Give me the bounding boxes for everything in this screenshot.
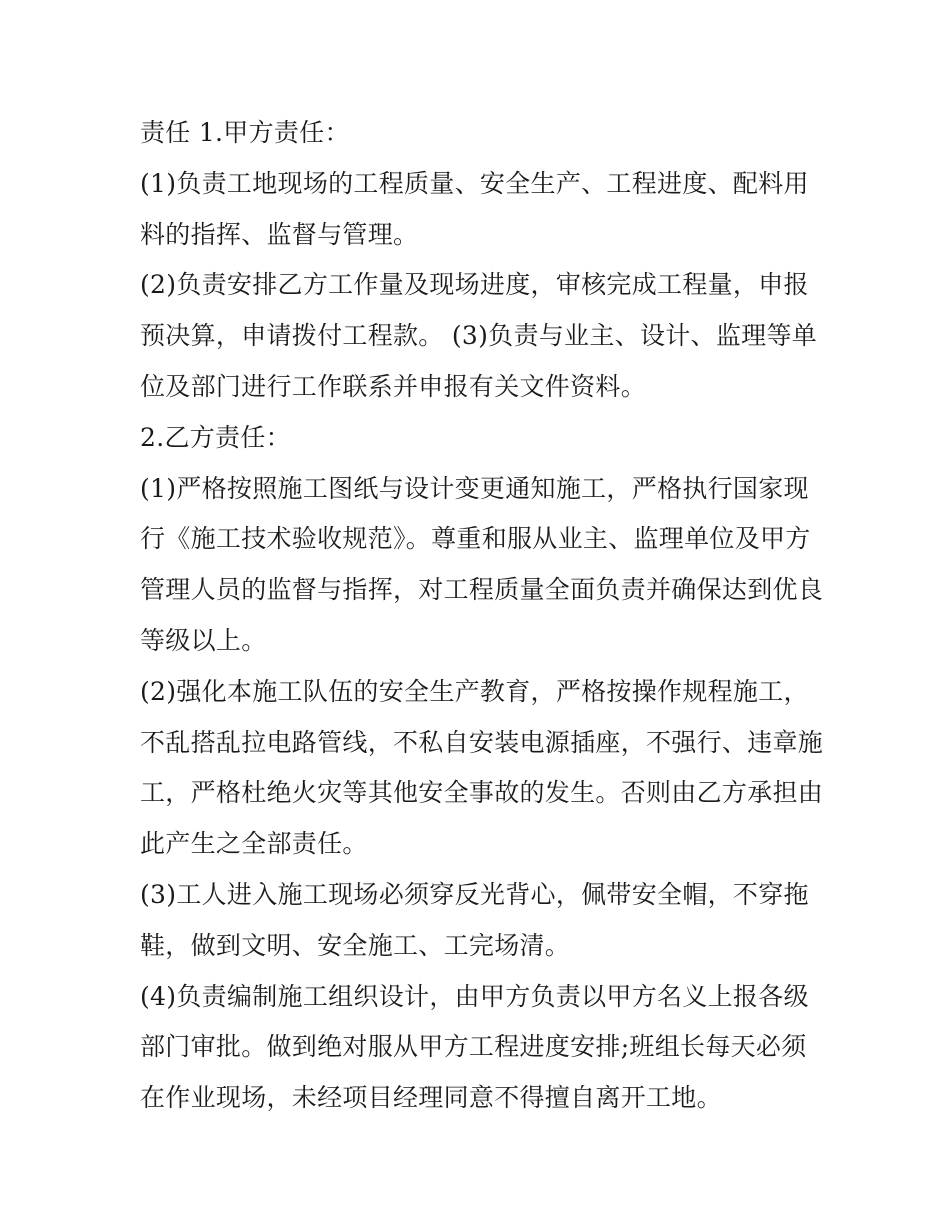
text-line-7: 2.乙方责任： — [140, 422, 291, 452]
text-line-9: 行《施工技术验收规范》。尊重和服从业主、监理单位及甲方 — [140, 524, 811, 554]
text-line-1: 责任 1.甲方责任： — [140, 118, 350, 147]
text-line-6: 位及部门进行工作联系并申报有关文件资料。 — [140, 371, 647, 401]
document-body — [140, 108, 824, 1124]
text-line-18: (4)负责编制施工组织设计，由甲方负责以甲方名义上报各级 — [140, 981, 809, 1011]
text-line-4: (2)负责安排乙方工作量及现场进度，审核完成工程量，申报 — [140, 270, 809, 300]
text-line-17: 鞋，做到文明、安全施工、工完场清。 — [140, 930, 571, 960]
text-line-11: 等级以上。 — [140, 625, 267, 655]
text-line-2: (1)负责工地现场的工程质量、安全生产、工程进度、配料用 — [140, 168, 809, 198]
text-line-10: 管理人员的监督与指挥，对工程质量全面负责并确保达到优良 — [140, 575, 824, 605]
text-line-16: (3)工人进入施工现场必须穿反光背心，佩带安全帽，不穿拖 — [140, 879, 809, 909]
text-line-5: 预决算，申请拨付工程款。 (3)负责与业主、设计、监理等单 — [140, 321, 818, 351]
text-line-8: (1)严格按照施工图纸与设计变更通知施工，严格执行国家现 — [140, 473, 809, 503]
text-line-14: 工，严格杜绝火灾等其他安全事故的发生。否则由乙方承担由 — [140, 778, 824, 808]
text-line-20: 在作业现场，未经项目经理同意不得擅自离开工地。 — [140, 1083, 722, 1113]
text-line-12: (2)强化本施工队伍的安全生产教育，严格按操作规程施工， — [140, 676, 809, 706]
text-line-13: 不乱搭乱拉电路管线，不私自安装电源插座，不强行、违章施 — [140, 727, 824, 757]
text-line-15: 此产生之全部责任。 — [140, 829, 368, 859]
text-line-19: 部门审批。做到绝对服从甲方工程进度安排;班组长每天必须 — [140, 1032, 807, 1062]
text-line-3: 料的指挥、监督与管理。 — [140, 219, 419, 249]
